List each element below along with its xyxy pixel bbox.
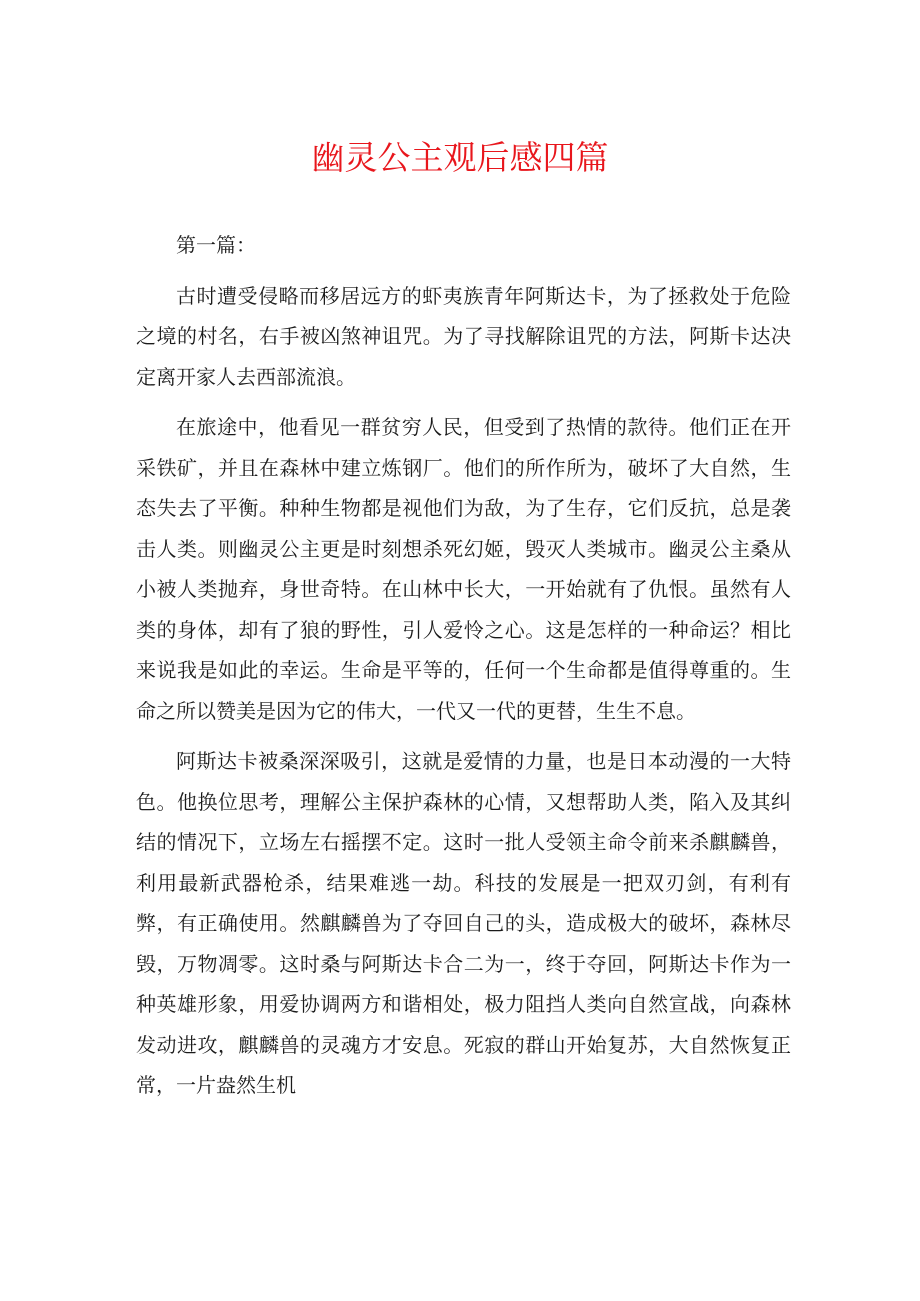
paragraph-3: 阿斯达卡被桑深深吸引，这就是爱情的力量，也是日本动漫的一大特色。他换位思考，理解公主保护森林的心情，又想帮助人类，陷入及其纠结的情况下，立场左右摇摆不定。这时一批人受领主命令前来杀麒麟兽，利用最新武器枪杀，结果难逃一劫。科技的发展是一把双刃剑，有利有弊，有正确使用。然麒麟兽为了夺回自己的头，造成极大的破坏，森林尽毁，万物凋零。这时桑与阿斯达卡合二为一，终于夺回，阿斯达卡作为一种英雄形象，用爱协调两方和谐相处，极力阻挡人类向自然宣战，向森林发动进攻，麒麟兽的灵魂方才安息。死寂的群山开始复苏，大自然恢复正常，一片盎然生机 (136, 749, 791, 1097)
paragraph-1: 古时遭受侵略而移居远方的虾夷族青年阿斯达卡，为了拯救处于危险之境的村名，右手被凶煞神诅咒。为了寻找解除诅咒的方法，阿斯卡达决定离开家人去西部流浪。 (136, 283, 791, 389)
paragraph-2: 在旅途中，他看见一群贫穷人民，但受到了热情的款待。他们正在开采铁矿，并且在森林中建立炼钢厂。他们的所作所为，破坏了大自然，生态失去了平衡。种种生物都是视他们为敌，为了生存，它们反抗，总是袭击人类。则幽灵公主更是时刻想杀死幻姬，毁灭人类城市。幽灵公主桑从小被人类抛弃，身世奇特。在山林中长大，一开始就有了仇恨。虽然有人类的身体，却有了狼的野性，引人爱怜之心。这是怎样的一种命运？相比来说我是如此的幸运。生命是平等的，任何一个生命都是值得尊重的。生命之所以赞美是因为它的伟大，一代又一代的更替，生生不息。 (136, 415, 791, 723)
document-title: 幽灵公主观后感四篇 (311, 138, 609, 177)
section-label: 第一篇： (176, 233, 256, 257)
document-body (136, 225, 791, 1106)
